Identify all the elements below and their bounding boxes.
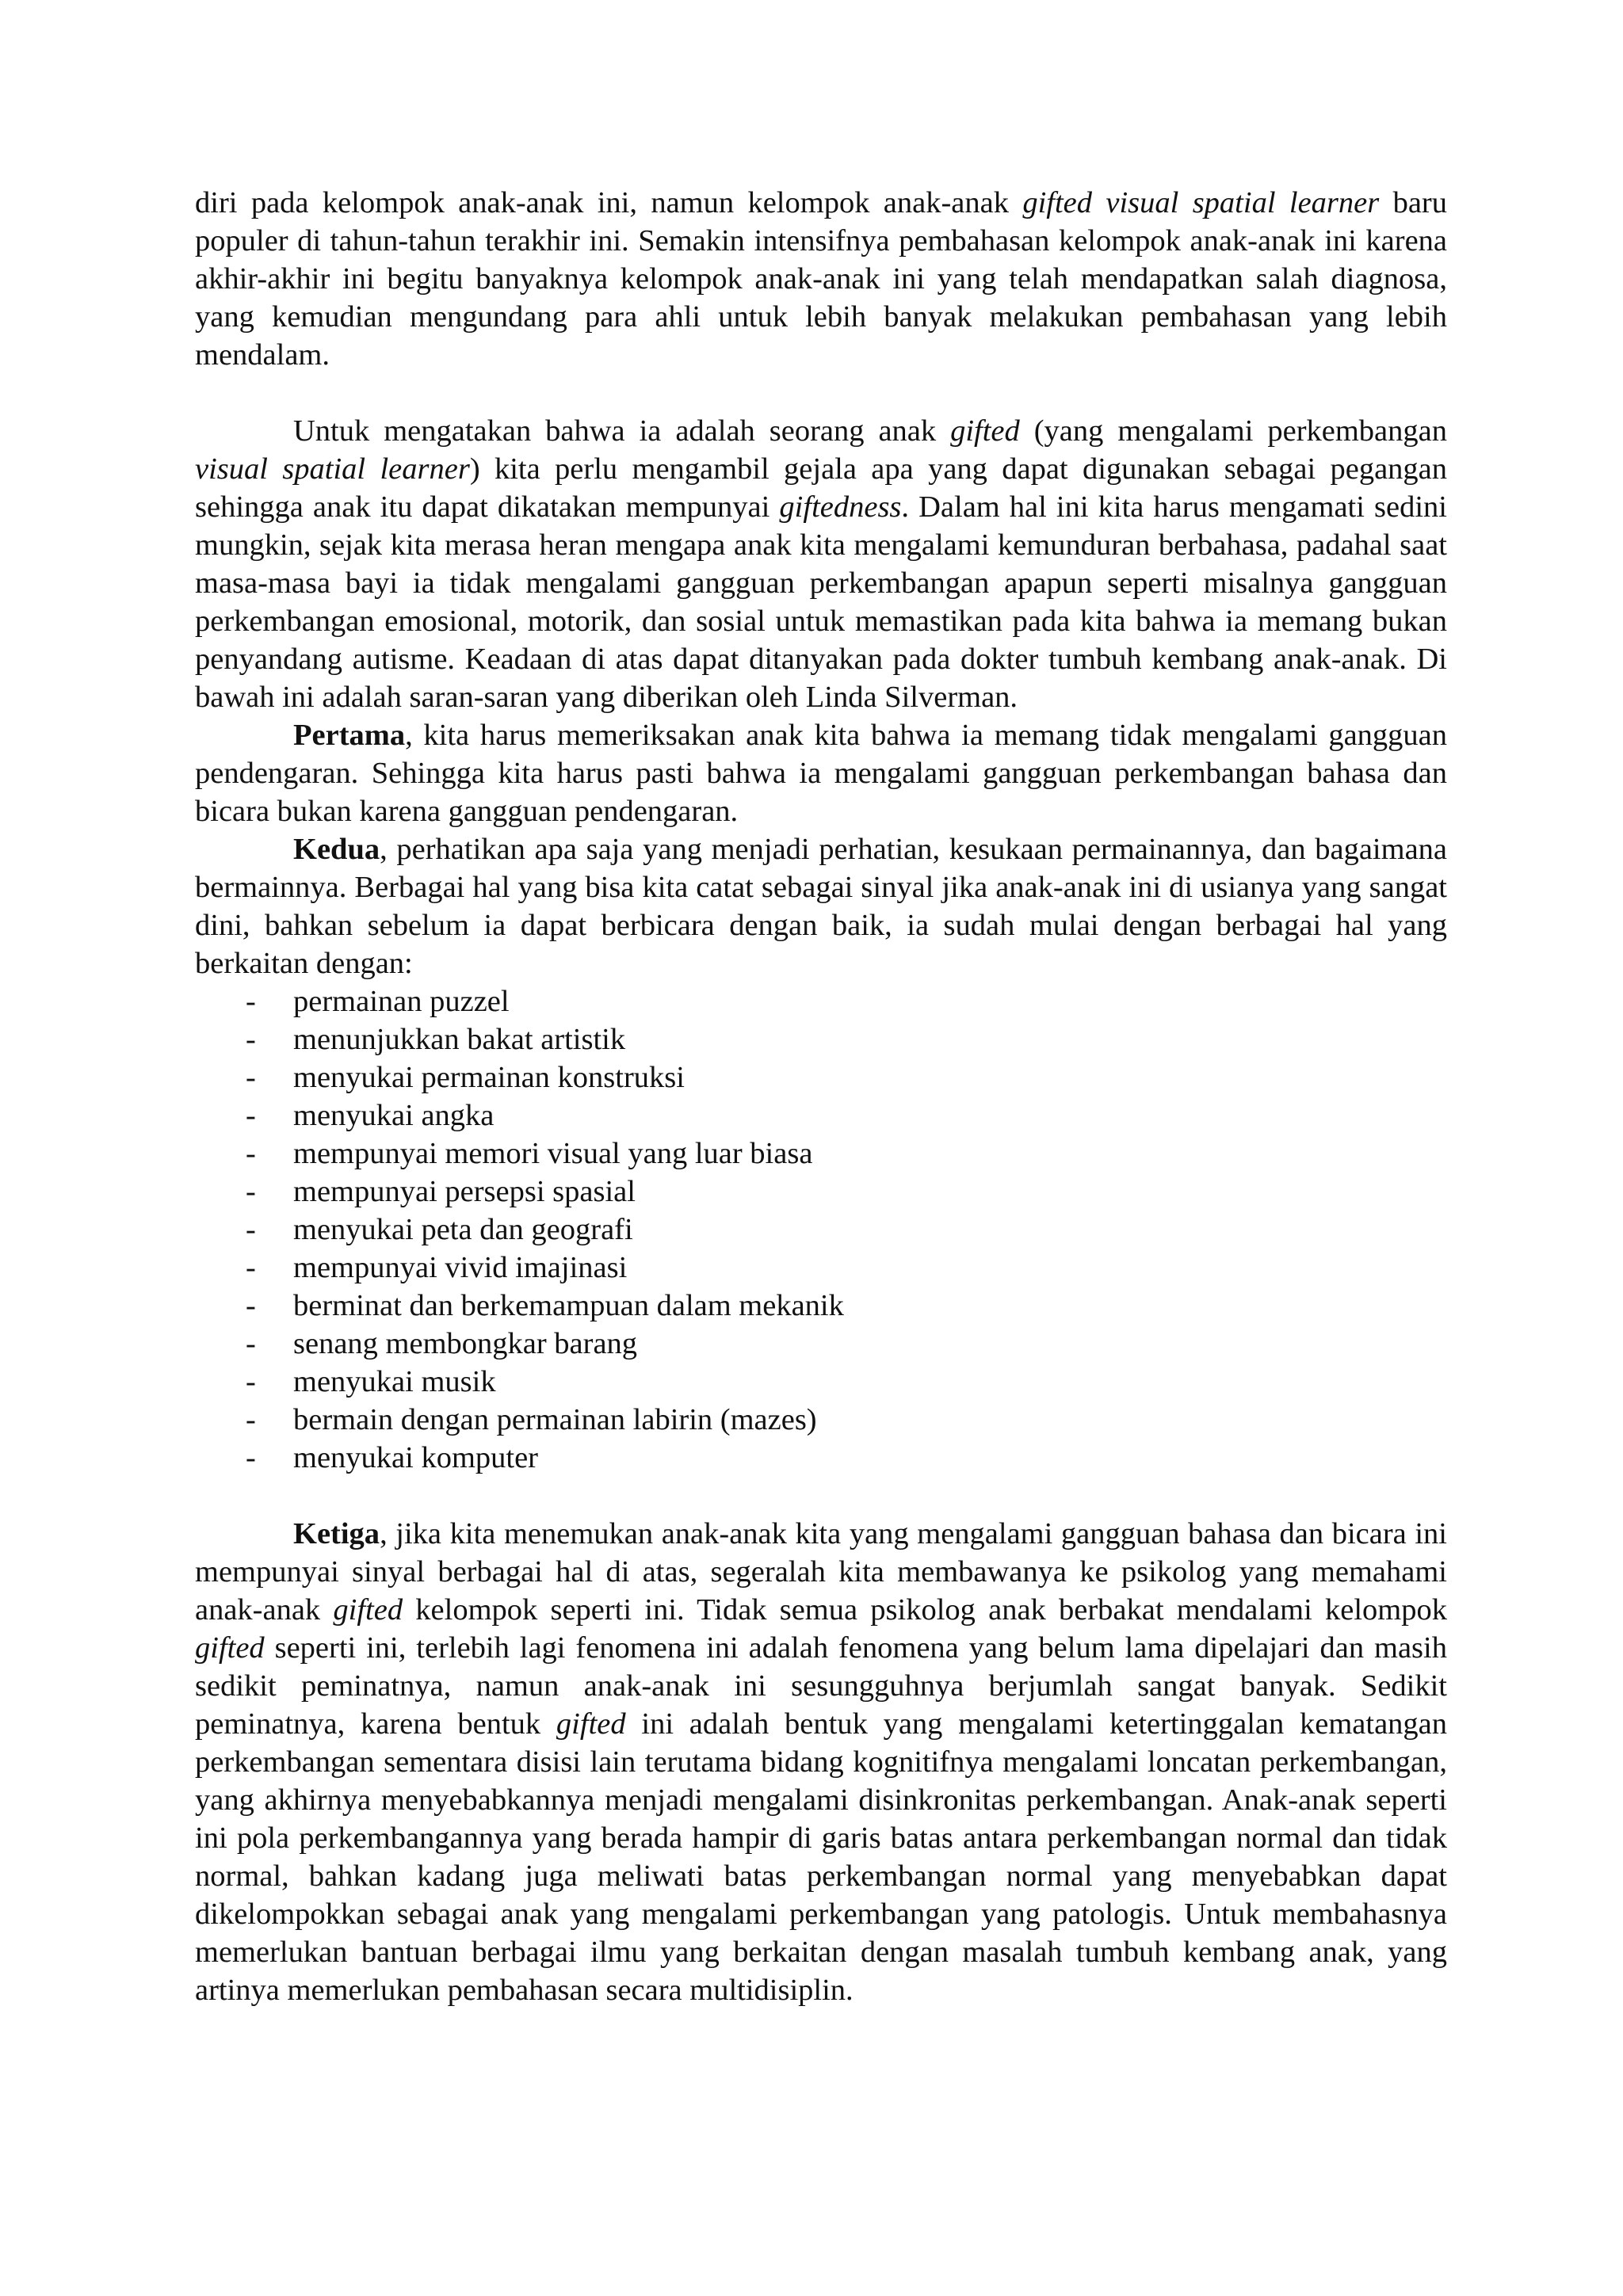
paragraph-2-italic-giftedness: giftedness — [779, 490, 902, 524]
list-dash: - — [246, 1289, 256, 1322]
paragraph-pertama-heading: Pertama — [293, 719, 406, 752]
list-item — [195, 1325, 1447, 1363]
list-item-text: permainan puzzel — [293, 985, 510, 1018]
list-item-text: bermain dengan permainan labirin (mazes) — [293, 1403, 817, 1436]
paragraph-2-italic-term: visual spatial learner — [195, 452, 470, 486]
paragraph-ketiga-text-a: , jika kita menemukan anak-anak kita yang mengalami gangguan bahasa dan bicara ini mempunyai sinyal berbagai hal di atas, segeralah kita membawanya ke psikolog yang memahami anak-anak — [195, 1517, 1447, 1627]
list-item-text: menyukai komputer — [293, 1441, 538, 1474]
paragraph-ketiga-text-c: kelompok seperti ini. Tidak semua psikolog anak berbakat mendalami kelompok — [403, 1593, 1447, 1627]
list-item-text: mempunyai persepsi spasial — [293, 1175, 636, 1208]
list-item — [195, 1097, 1447, 1135]
list-item — [195, 1058, 1447, 1097]
list-item — [195, 982, 1447, 1020]
paragraph-2 — [195, 412, 1447, 716]
paragraph-1-text-c: baru populer di tahun-tahun terakhir ini. Semakin intensifnya pembahasan kelompok anak-anak ini karena akhir-akhir ini begitu banyaknya kelompok anak-anak ini yang telah mendapatkan salah diagnosa, yang kemudian mengundang para ahli untuk lebih banyak melakukan pembahasan yang lebih mendalam. — [195, 186, 1447, 372]
paragraph-kedua-heading: Kedua — [293, 833, 380, 866]
list-dash: - — [246, 1061, 256, 1094]
paragraph-ketiga-heading: Ketiga — [293, 1517, 380, 1550]
list-item-text: menyukai permainan konstruksi — [293, 1061, 685, 1094]
signal-list — [195, 982, 1447, 1477]
list-item — [195, 1363, 1447, 1401]
list-item-text: menyukai musik — [293, 1365, 496, 1398]
paragraph-2-text-a: Untuk mengatakan bahwa ia adalah seorang anak — [293, 414, 951, 448]
paragraph-pertama — [195, 716, 1447, 830]
paragraph-2-text-e: ) kita perlu mengambil gejala apa yang dapat digunakan sebagai pegangan sehingga anak itu dapat dikatakan mempunyai — [195, 452, 1447, 524]
list-dash: - — [246, 1403, 256, 1436]
list-item-text: berminat dan berkemampuan dalam mekanik — [293, 1289, 844, 1322]
list-dash: - — [246, 985, 256, 1018]
paragraph-pertama-text: , kita harus memeriksakan anak kita bahwa ia memang tidak mengalami gangguan pendengaran. Sehingga kita harus pasti bahwa ia mengalami gangguan perkembangan bahasa dan bicara bukan karena gangguan pendengaran. — [195, 719, 1447, 828]
list-item-text: senang membongkar barang — [293, 1327, 638, 1360]
paragraph-kedua-text: , perhatikan apa saja yang menjadi perhatian, kesukaan permainannya, dan bagaimana bermainnya. Berbagai hal yang bisa kita catat sebagai sinyal jika anak-anak ini di usianya yang sangat dini, bahkan sebelum ia dapat berbicara dengan baik, ia sudah mulai dengan berbagai hal yang berkaitan dengan: — [195, 833, 1447, 980]
paragraph-ketiga-text-g: ini adalah bentuk yang mengalami ketertinggalan kematangan perkembangan sementara disisi lain terutama bidang kognitifnya mengalami loncatan perkembangan, yang akhirnya menyebabkannya menjadi mengalami disinkronitas perkembangan. Anak-anak seperti ini pola perkembangannya yang berada hampir di garis batas antara perkembangan normal dan tidak normal, bahkan kadang juga meliwati batas perkembangan normal yang menyebabkan dapat dikelompokkan sebagai anak yang mengalami perkembangan yang patologis. Untuk membahasnya memerlukan bantuan berbagai ilmu yang berkaitan dengan masalah tumbuh kembang anak, yang artinya memerlukan pembahasan secara multidisiplin. — [195, 1707, 1447, 2007]
paragraph-2-text-g: . Dalam hal ini kita harus mengamati sedini mungkin, sejak kita merasa heran mengapa anak kita mengalami kemunduran berbahasa, padahal saat masa-masa bayi ia tidak mengalami gangguan perkembangan apapun seperti misalnya gangguan perkembangan emosional, motorik, dan sosial untuk memastikan pada kita bahwa ia memang bukan penyandang autisme. Keadaan di atas dapat ditanyakan pada dokter tumbuh kembang anak-anak. Di bawah ini adalah saran-saran yang diberikan oleh Linda Silverman. — [195, 490, 1447, 714]
list-item — [195, 1439, 1447, 1477]
paragraph-1-text-a: diri pada kelompok anak-anak ini, namun kelompok anak-anak — [195, 186, 1023, 219]
list-item-text: menunjukkan bakat artistik — [293, 1023, 626, 1056]
list-dash: - — [246, 1365, 256, 1398]
list-item — [195, 1249, 1447, 1287]
list-dash: - — [246, 1099, 256, 1132]
paragraph-1 — [195, 184, 1447, 374]
list-item-text: menyukai peta dan geografi — [293, 1213, 633, 1246]
list-item-text: mempunyai memori visual yang luar biasa — [293, 1137, 813, 1170]
paragraph-ketiga-italic-gifted-3: gifted — [556, 1707, 626, 1741]
list-dash: - — [246, 1023, 256, 1056]
list-dash: - — [246, 1327, 256, 1360]
paragraph-ketiga-italic-gifted-2: gifted — [195, 1631, 265, 1665]
list-dash: - — [246, 1251, 256, 1284]
paragraph-ketiga-italic-gifted-1: gifted — [333, 1593, 403, 1627]
paragraph-ketiga — [195, 1515, 1447, 2009]
list-dash: - — [246, 1137, 256, 1170]
list-item-text: menyukai angka — [293, 1099, 495, 1132]
paragraph-ketiga-text-e: seperti ini, terlebih lagi fenomena ini adalah fenomena yang belum lama dipelajari dan masih sedikit peminatnya, namun anak-anak ini sesungguhnya berjumlah sangat banyak. Sedikit peminatnya, karena bentuk — [195, 1631, 1447, 1741]
paragraph-1-italic-term: gifted visual spatial learner — [1022, 186, 1380, 219]
list-item — [195, 1020, 1447, 1058]
list-dash: - — [246, 1441, 256, 1474]
list-item-text: mempunyai vivid imajinasi — [293, 1251, 628, 1284]
paragraph-kedua — [195, 830, 1447, 982]
list-item — [195, 1211, 1447, 1249]
paragraph-2-text-c: (yang mengalami perkembangan — [1019, 414, 1447, 448]
paragraph-2-italic-gifted: gifted — [950, 414, 1020, 448]
list-item — [195, 1401, 1447, 1439]
list-item — [195, 1287, 1447, 1325]
list-item — [195, 1135, 1447, 1173]
list-item — [195, 1173, 1447, 1211]
list-dash: - — [246, 1175, 256, 1208]
document-body — [195, 184, 1447, 2009]
list-dash: - — [246, 1213, 256, 1246]
